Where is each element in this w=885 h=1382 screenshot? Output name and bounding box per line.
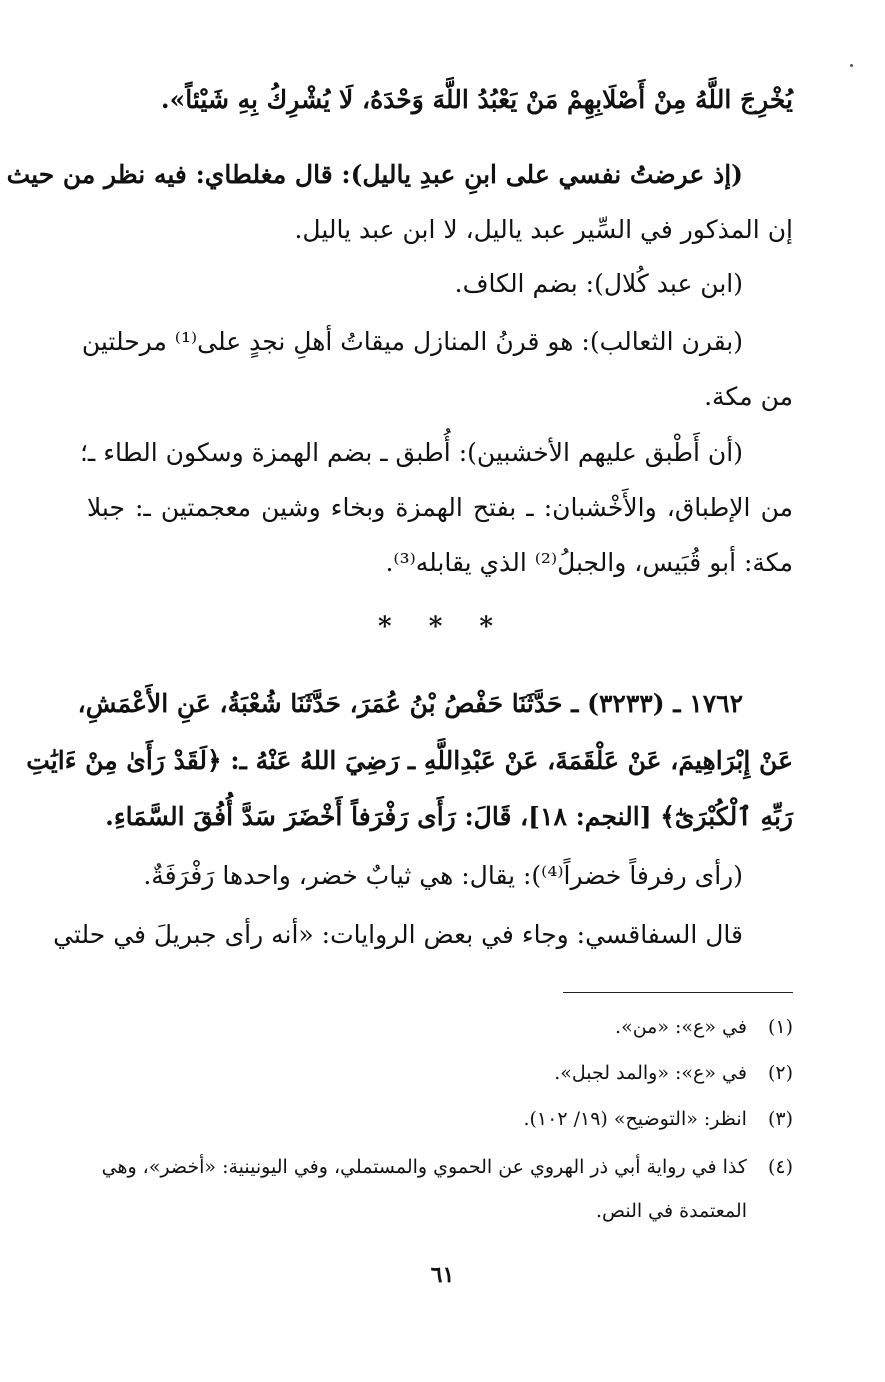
footnote-number: (١) (767, 1016, 793, 1038)
body-line-9: مكة: أبو قُبَيس، والجبلُ⁽²⁾ الذي يقابله⁽³⁾. (385, 548, 793, 577)
footnote-4-continuation: المعتمدة في النص. (596, 1200, 747, 1222)
footnote-text: كذا في رواية أبي ذر الهروي عن الحموي والمستملي، وفي اليونينية: «أخضر»، وهي (101, 1156, 747, 1178)
footnote-separator (563, 992, 793, 993)
body-line-1: يُخْرِجَ اللَّهُ مِنْ أَصْلَابِهِمْ مَنْ يَعْبُدُ اللَّهَ وَحْدَهُ، لَا يُشْرِكُ بِهِ شَيْئاً». (160, 85, 793, 114)
footnote-2 (87, 1058, 793, 1088)
footnote-1 (87, 1012, 793, 1042)
footnote-number: (٣) (767, 1108, 793, 1130)
body-line-7: (أن أَطْبق عليهم الأخشبين): أُطبق ـ بضم الهمزة وسكون الطاء ـ؛ (79, 438, 743, 467)
section-separator: * * * (378, 612, 507, 642)
hadith-line-3: رَبِّهِ ٱلْكُبْرَىٰٓ﴾ [النجم: ١٨]، قَالَ: رَأَى رَفْرَفاً أَخْضَرَ سَدَّ أُفُقَ السَّمَاءِ. (105, 802, 793, 831)
footnote-3 (87, 1104, 793, 1134)
page-number: ٦١ (430, 1262, 455, 1288)
hadith-line-2: عَنْ إِبْرَاهِيمَ، عَنْ عَلْقَمَةَ، عَنْ عَبْدِاللَّهِ ـ رَضِيَ اللهُ عَنْهُ ـ: ﴿لَقَدْ رَأَىٰ مِنْ ءَايَٰتِ (26, 746, 793, 775)
body-line-8: من الإطباق، والأَخْشبان: ـ بفتح الهمزة وبخاء وشين معجمتين ـ: جبلا (87, 493, 793, 522)
footnote-4 (87, 1152, 793, 1182)
footnote-number: (٤) (767, 1156, 793, 1178)
footnote-text: في «ع»: «من». (615, 1016, 747, 1038)
hadith-line-1: ١٧٦٢ ـ (٣٢٣٣) ـ حَدَّثَنَا حَفْصُ بْنُ عُمَرَ، حَدَّثَنَا شُعْبَةُ، عَنِ الأَعْمَشِ، (77, 689, 743, 718)
footnote-text: في «ع»: «والمد لجبل». (554, 1062, 747, 1084)
footnote-number: (٢) (767, 1062, 793, 1084)
body-line-2: (إذ عرضتُ نفسي على ابنِ عبدِ ياليل): قال مغلطاي: فيه نظر من حيث (6, 160, 743, 189)
body-line-5: (بقرن الثعالب): هو قرنُ المنازل ميقاتُ أهلِ نجدٍ على⁽¹⁾ مرحلتين (81, 327, 743, 356)
footnote-text: انظر: «التوضيح» (١٩/ ١٠٢). (523, 1108, 747, 1130)
body-line-14: قال السفاقسي: وجاء في بعض الروايات: «أنه رأى جبريلَ في حلتي (53, 920, 743, 949)
body-line-4: (ابن عبد كُلال): بضم الكاف. (454, 269, 743, 298)
scan-speck (850, 64, 853, 67)
body-line-3: إن المذكور في السِّير عبد ياليل، لا ابن عبد ياليل. (294, 215, 793, 244)
body-line-6: من مكة. (704, 382, 793, 411)
body-line-13: (رأى رفرفاً خضراً⁽⁴⁾): يقال: هي ثيابٌ خضر، واحدها رَفْرَفَةٌ. (143, 861, 743, 890)
